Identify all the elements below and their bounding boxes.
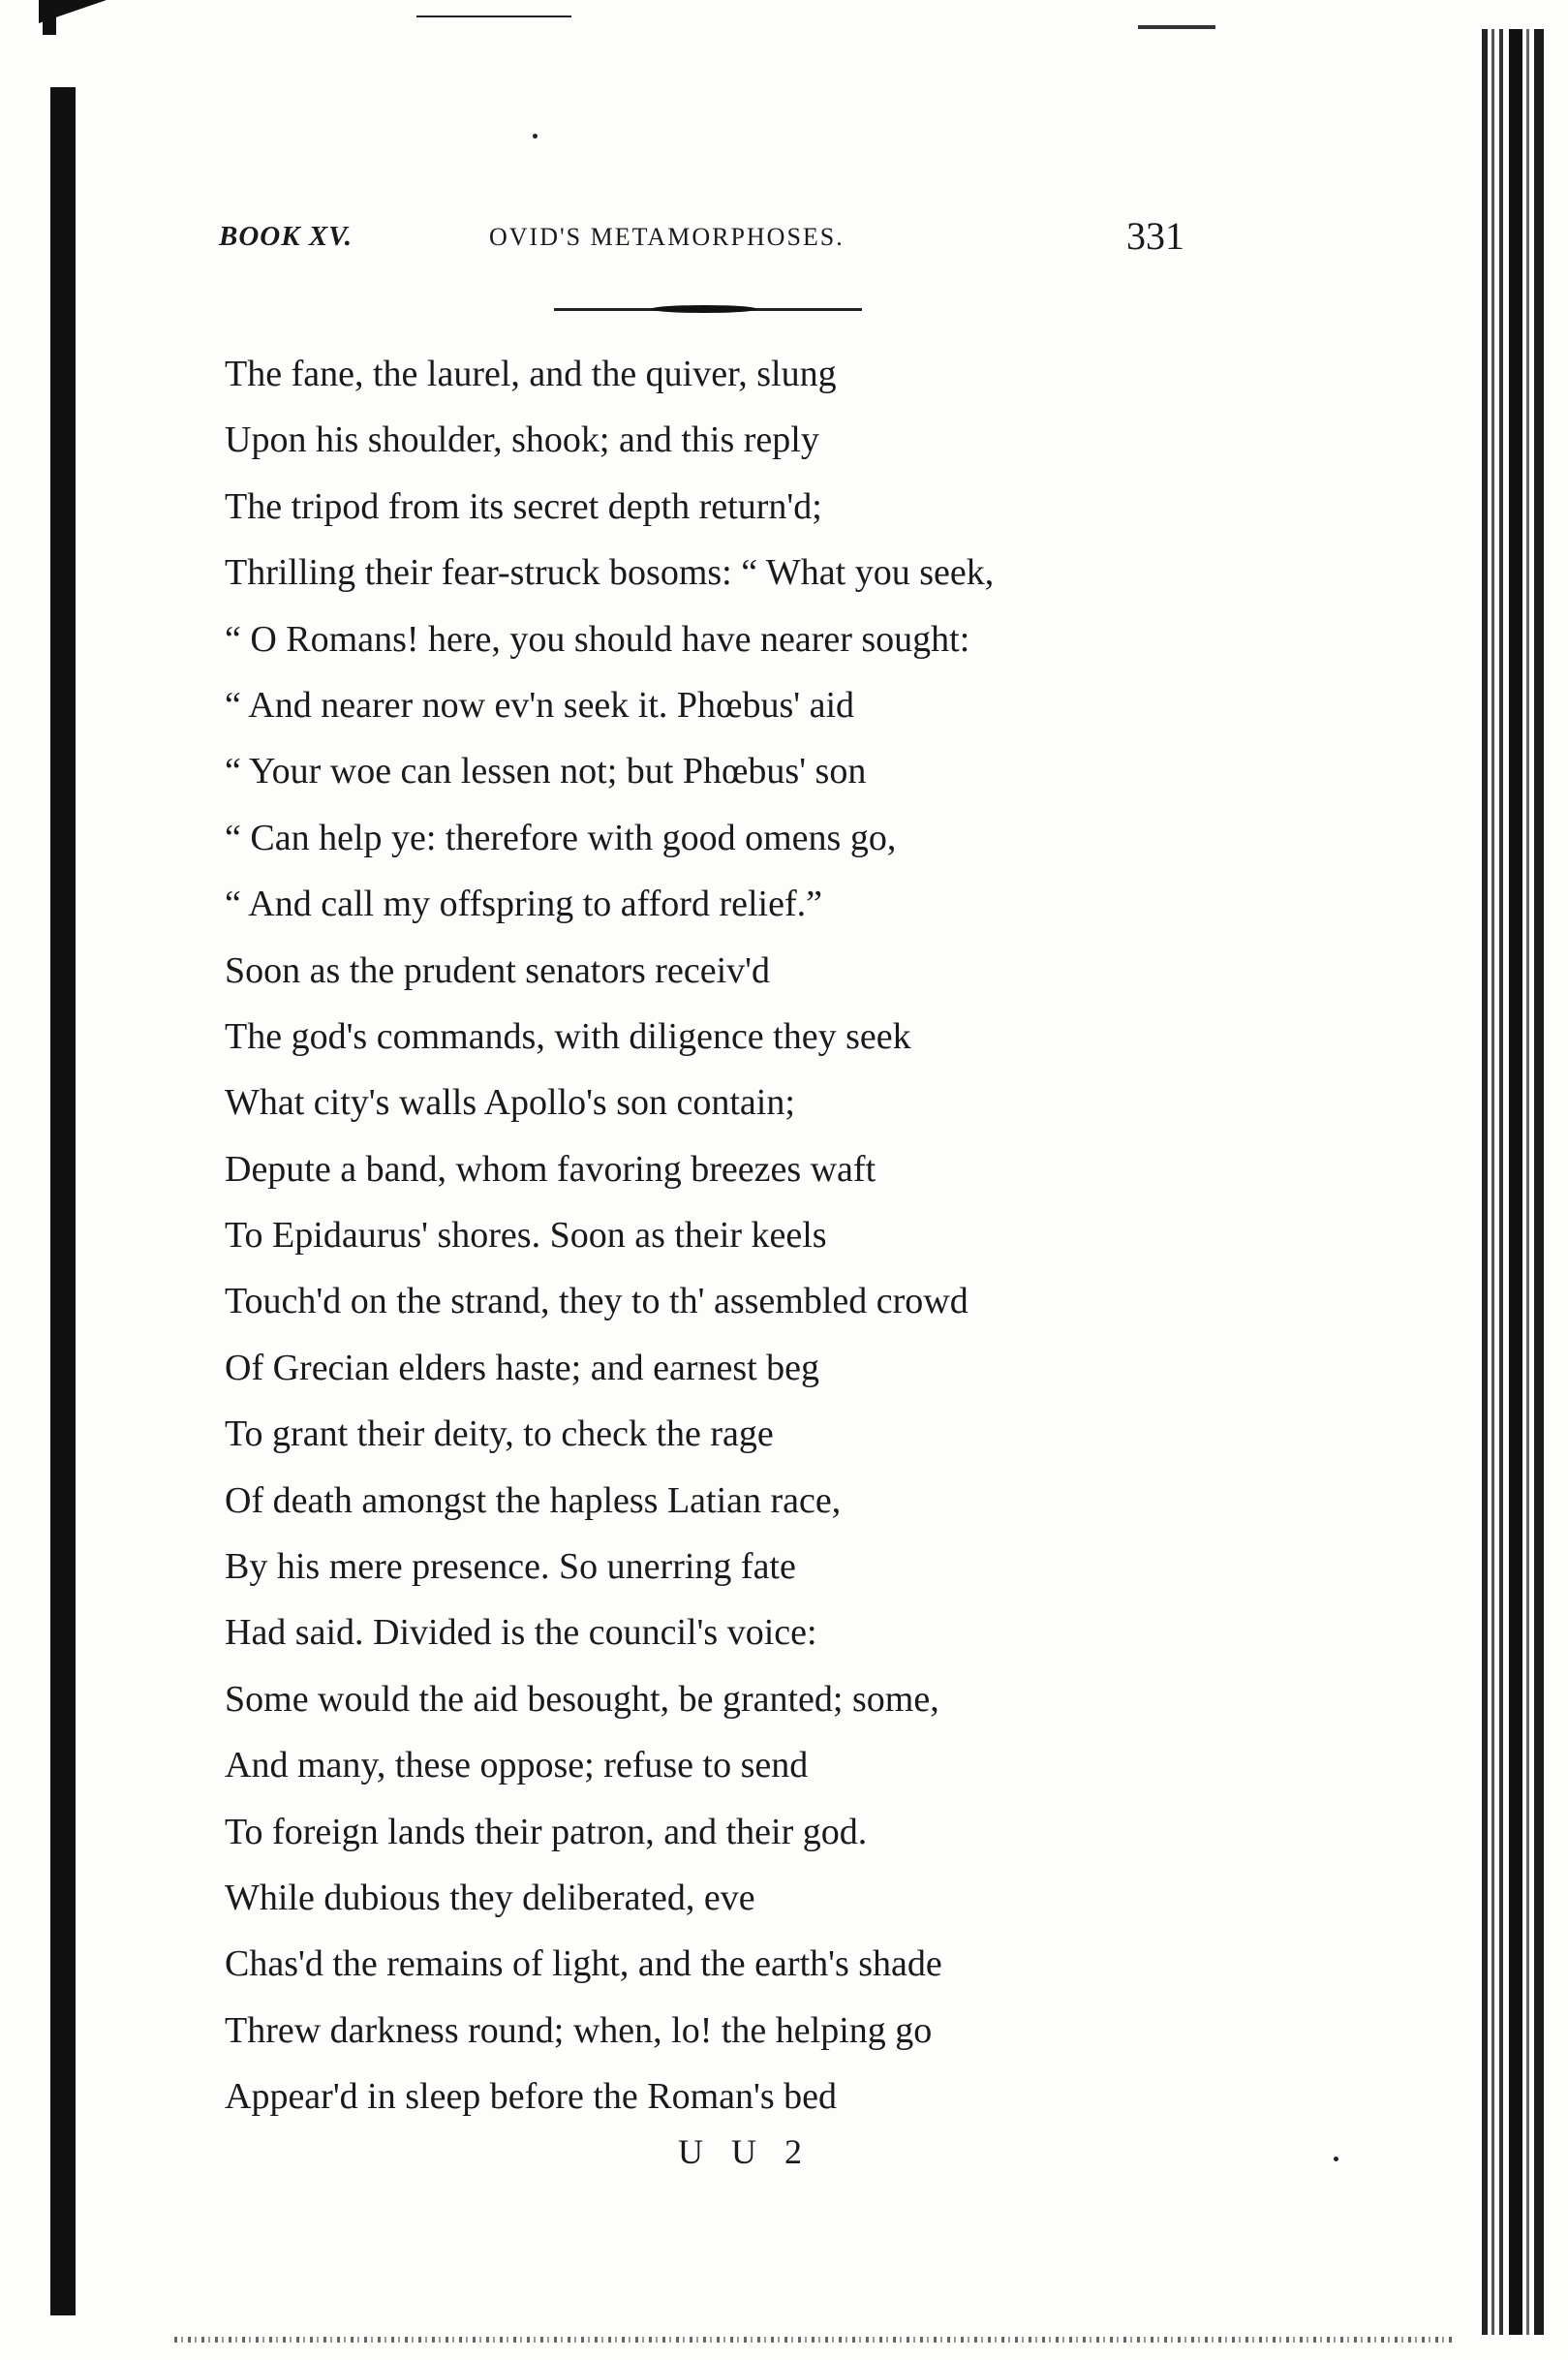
verse-line: By his mere presence. So unerring fate — [225, 1546, 796, 1588]
verse-line: Of death amongst the hapless Latian race, — [225, 1479, 842, 1521]
verse-line: The fane, the laurel, and the quiver, slung — [225, 354, 837, 394]
scan-right-edge-shadow — [1482, 29, 1550, 2335]
verse-line: To Epidaurus' shores. Soon as their keels — [225, 1215, 827, 1257]
verse-line: Thrilling their fear-struck bosoms: “ What you seek, — [225, 552, 995, 594]
scan-speck — [1334, 2157, 1338, 2161]
verse-line: Depute a band, whom favoring breezes waft — [225, 1148, 876, 1190]
signature-mark: U U 2 — [678, 2132, 812, 2171]
verse-line: While dubious they deliberated, eve — [225, 1877, 755, 1918]
verse-line: Upon his shoulder, shook; and this reply — [225, 419, 819, 461]
verse-line: Some would the aid besought, be granted; some, — [225, 1678, 939, 1720]
scan-speck — [533, 134, 538, 139]
verse-line: The god's commands, with diligence they seek — [225, 1015, 911, 1057]
verse-line: The tripod from its secret depth return'd; — [225, 485, 822, 527]
verse-line: Threw darkness round; when, lo! the helping go — [225, 2009, 933, 2051]
verse-line: Of Grecian elders haste; and earnest beg — [225, 1347, 820, 1388]
header-ornamental-rule — [554, 308, 862, 311]
verse-line: “ And nearer now ev'n seek it. Phœbus' aid — [225, 684, 855, 726]
running-header — [0, 214, 1568, 269]
verse-line: Touch'd on the strand, they to th' assembled crowd — [225, 1281, 968, 1322]
verse-line: “ And call my offspring to afford relief.” — [225, 884, 822, 925]
scan-top-rule-artifact — [416, 16, 571, 17]
verse-line: What city's walls Apollo's son contain; — [225, 1082, 795, 1124]
scan-left-edge-shadow — [50, 87, 76, 2315]
verse-line: To foreign lands their patron, and their god. — [225, 1811, 868, 1852]
scan-corner-wedge — [39, 0, 107, 23]
verse-line: To grant their deity, to check the rage — [225, 1413, 774, 1455]
verse-line: “ Your woe can lessen not; but Phœbus' son — [225, 751, 867, 792]
running-title: OVID'S METAMORPHOSES. — [489, 223, 845, 251]
verse-line: “ O Romans! here, you should have nearer sought: — [225, 618, 970, 660]
verse-line: Had said. Divided is the council's voice: — [225, 1612, 817, 1654]
book-label: BOOK XV. — [219, 221, 354, 252]
scan-top-right-artifact — [1138, 25, 1215, 29]
verse-line: And many, these oppose; refuse to send — [225, 1745, 809, 1786]
scan-bottom-edge-noise — [174, 2337, 1453, 2343]
verse-line: Chas'd the remains of light, and the earth's shade — [225, 1943, 942, 1985]
verse-body — [225, 341, 1193, 2130]
verse-line: Soon as the prudent senators receiv'd — [225, 949, 770, 991]
page-number: 331 — [1126, 214, 1184, 258]
verse-line: Appear'd in sleep before the Roman's bed — [225, 2076, 838, 2118]
verse-line: “ Can help ye: therefore with good omens go, — [225, 817, 897, 858]
